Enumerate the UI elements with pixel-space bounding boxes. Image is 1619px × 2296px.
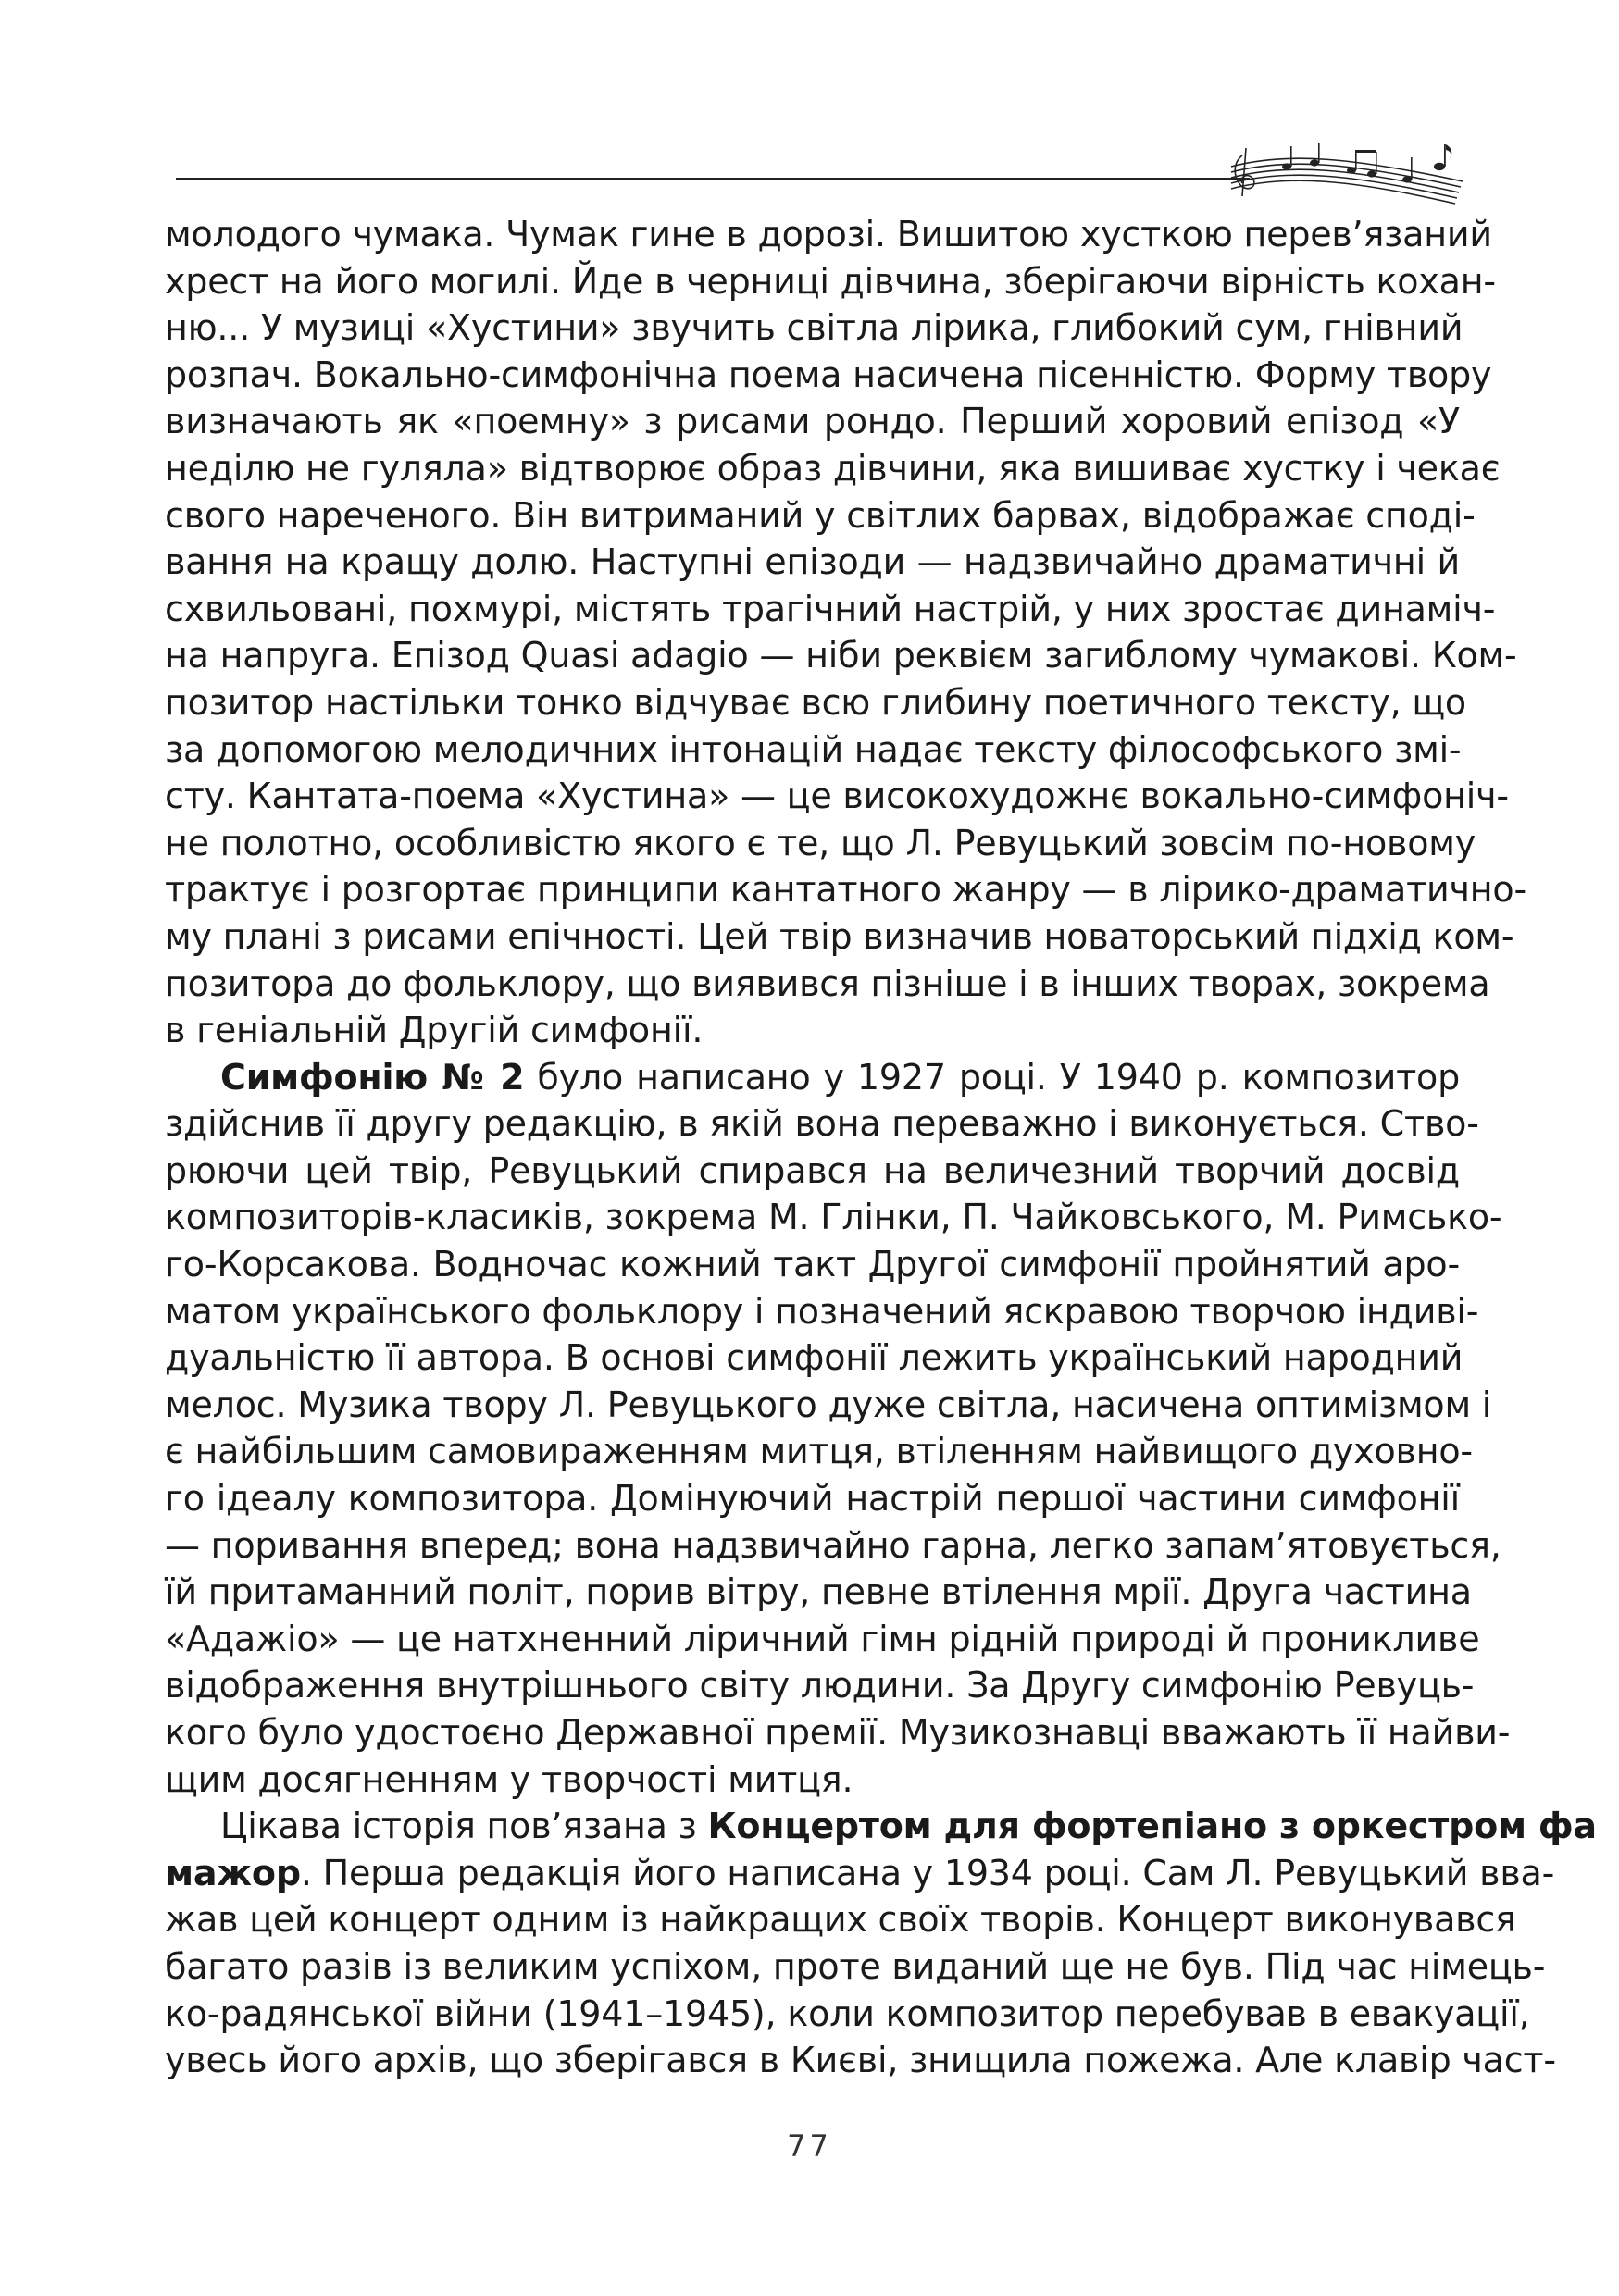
text-line: в геніальній Другій симфонії. — [165, 1010, 704, 1051]
text-line: увесь його архів, що зберігався в Києві, знищила пожежа. Але клавір част- — [165, 2040, 1556, 2081]
text-line: розпач. Вокально-симфонічна поема насичена пісенністю. Форму твору — [165, 354, 1492, 395]
text-line: не полотно, особливістю якого є те, що Л. Ревуцький зовсім по-новому — [165, 822, 1476, 863]
page-header — [176, 139, 1472, 205]
text-line: неділю не гуляла» відтворює образ дівчини, яка вишиває хустку і чекає — [165, 447, 1501, 489]
text-line: ню... У музиці «Хустини» звучить світла лірика, глибокий сум, гнівний — [165, 307, 1463, 349]
text-line: на напруга. Епізод Quasi adagio — ніби реквієм загиблому чумакові. Ком- — [165, 635, 1517, 676]
text-line — [165, 1054, 1460, 1101]
text-line: — поривання вперед; вона надзвичайно гарна, легко запам’ятовується, — [165, 1524, 1501, 1566]
text-line: дуальністю її автора. В основі симфонії лежить український народний — [165, 1337, 1463, 1379]
text-line: молодого чумака. Чумак гине в дорозі. Вишитою хусткою перев’язаний — [165, 214, 1492, 254]
text-line: свого нареченого. Він витриманий у світлих барвах, відображає сподi- — [165, 494, 1476, 536]
text-line: сту. Кантата-поема «Хустина» — це високохудожнє вокально-симфоніч- — [165, 776, 1509, 817]
text-line — [165, 1850, 1555, 1897]
paragraph — [165, 1803, 1597, 2084]
text-line: му плані з рисами епічності. Цей твір визначив новаторський підхід ком- — [165, 915, 1514, 957]
text-run: . Перша редакція його написана у 1934 році. Сам Л. Ревуцький вва- — [300, 1852, 1555, 1893]
page-number: 77 — [787, 2128, 832, 2164]
text-line: ко-радянської війни (1941–1945), коли композитор перебував в евакуації, — [165, 1992, 1530, 2034]
text-line: здійснив її другу редакцію, в якій вона переважно і виконується. Ство- — [165, 1103, 1479, 1145]
text-line: за допомогою мелодичних інтонацій надає тексту філософського змі- — [165, 728, 1462, 770]
text-line: мелос. Музика твору Л. Ревуцького дуже світла, насичена оптимізмом і — [165, 1384, 1492, 1425]
bold-term: Симфонію № 2 — [220, 1056, 525, 1098]
text-run: було написано у 1927 році. У 1940 р. композитор — [524, 1056, 1460, 1098]
paragraph — [165, 1054, 1511, 1804]
text-line: щим досягненням у творчості митця. — [165, 1758, 853, 1800]
text-line: трактує і розгортає принципи кантатного жанру — в лірико-драматично- — [165, 869, 1526, 911]
text-line: позитора до фольклору, що виявився пізніше і в інших творах, зокрема — [165, 962, 1490, 1004]
bold-term: Концертом для фортепіано з оркестром фа — [707, 1806, 1597, 1847]
music-staff-ornament-icon — [1222, 139, 1472, 205]
text-line: їй притаманний політ, порив вітру, певне втілення мрії. Друга частина — [165, 1571, 1472, 1613]
text-line: го-Корсакова. Водночас кожний такт Другої симфонії пройнятий аро- — [165, 1244, 1460, 1285]
bold-term: мажор — [165, 1852, 301, 1893]
text-line: є найбільшим самовираженням митця, втіленням найвищого духовно- — [165, 1431, 1473, 1472]
text-line: композиторів-класиків, зокрема М. Глінки, П. Чайковського, М. Римсько- — [165, 1197, 1502, 1238]
text-line: вання на кращу долю. Наступні епізоди — надзвичайно драматичні й — [165, 541, 1460, 583]
body-text — [165, 211, 1597, 2084]
text-line: «Адажіо» — це натхненний ліричний гімн рідній природі й проникливе — [165, 1618, 1480, 1659]
text-line: визначають як «поемну» з рисами рондо. Перший хоровий епізод «У — [165, 401, 1460, 442]
text-line: відображення внутрішнього світу людини. За Другу симфонію Ревуць- — [165, 1665, 1475, 1706]
paragraph — [165, 211, 1526, 1054]
text-line: го ідеалу композитора. Домінуючий настрій першої частини симфонії — [165, 1478, 1460, 1520]
text-line — [165, 1803, 1597, 1850]
text-run: Цікава історія пов’язана з — [220, 1806, 708, 1847]
text-line: рюючи цей твір, Ревуцький спирався на величезний творчий досвід — [165, 1149, 1460, 1191]
text-line: позитор настільки тонко відчуває всю глибину поетичного тексту, що — [165, 681, 1466, 723]
text-line: хрест на його могилі. Йде в черниці дівчина, зберігаючи вірність кохан- — [165, 260, 1496, 302]
text-line: жав цей концерт одним із найкращих своїх творів. Концерт виконувався — [165, 1899, 1516, 1941]
header-rule — [176, 178, 1250, 180]
text-line: схвильовані, похмурі, містять трагічний настрій, у них зростає динаміч- — [165, 588, 1496, 629]
text-line: багато разів із великим успіхом, проте виданий ще не був. Під час німець- — [165, 1945, 1546, 1987]
text-line: матом українського фольклору і позначений яскравою творчою індиві- — [165, 1290, 1479, 1332]
text-line: кого було удостоєно Державної премії. Музикознавці вважають її найви- — [165, 1712, 1511, 1753]
